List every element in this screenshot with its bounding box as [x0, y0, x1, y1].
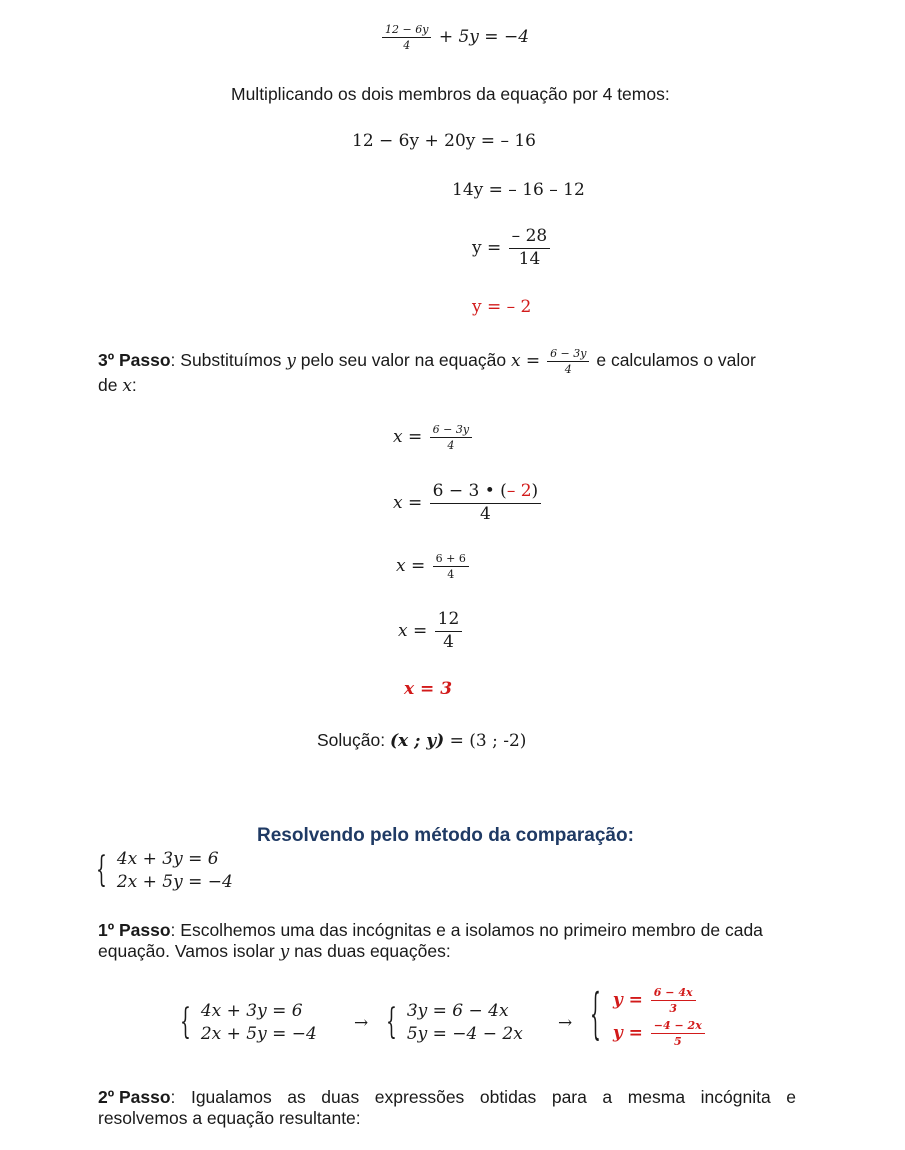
- arrow-icon: →: [558, 1013, 573, 1033]
- step-3-paragraph: 3º Passo: Substituímos y pelo seu valor na equação x = $\frac{6 - 3y}{4}$ e calculamos o valor de x:: [98, 347, 756, 397]
- equation-step-3: y = $\frac{- 28}{14}$: [472, 228, 552, 269]
- fraction: $\frac{12 - 6y}{4}$: [382, 24, 431, 51]
- fraction: $\frac{6 - 3 • (- 2)}{4}$: [430, 483, 542, 524]
- section-heading: Resolvendo pelo método da comparação:: [257, 825, 634, 846]
- left-brace-icon: {: [590, 983, 601, 1048]
- x-step-1: x = $\frac{6 - 3y}{4}$: [393, 424, 474, 451]
- original-system: { 4x + 3y = 6 2x + 5y = −4: [96, 848, 233, 892]
- result-y: y = – 2: [472, 297, 532, 317]
- result-x: x = 3: [404, 679, 453, 699]
- system-A: { 4x + 3y = 6 2x + 5y = −4: [180, 1000, 317, 1044]
- fraction: $\frac{-4 - 2x}{5}$: [651, 1020, 705, 1047]
- step-1-paragraph: 1º Passo: Escolhemos uma das incógnitas e a isolamos no primeiro membro de cada equação. Vamos isolar y nas duas equações:: [98, 920, 763, 962]
- equation-step-1: 12 − 6y + 20y = – 16: [352, 131, 536, 151]
- fraction: $\frac{12}{4}$: [435, 611, 463, 652]
- fraction: $\frac{6 - 3y}{4}$: [547, 348, 589, 375]
- sys-c-line-2: y = $\frac{-4 - 2x}{5}$: [613, 1020, 707, 1047]
- step-2-paragraph: 2º Passo : Igualamos as duas expressões obtidas para a mesma incógnita e resolvemos a equação resultante:: [98, 1087, 796, 1128]
- equation-rest: + 5y = −4: [438, 27, 530, 48]
- arrow-icon: →: [354, 1013, 369, 1033]
- fraction: $\frac{6 + 6}{4}$: [433, 553, 469, 580]
- x-step-3: x = $\frac{6 + 6}{4}$: [396, 553, 471, 580]
- system-B: { 3y = 6 − 4x 5y = −4 − 2x: [386, 1000, 523, 1044]
- equation-substituted: [380, 24, 529, 51]
- equation-step-2: 14y = – 16 – 12: [452, 180, 585, 200]
- solution-line: Solução: (x ; y) = (3 ; -2): [317, 730, 527, 751]
- fraction: $\frac{6 - 4x}{3}$: [651, 987, 696, 1014]
- system-C: [590, 983, 707, 1048]
- sys-c-line-1: y = $\frac{6 - 4x}{3}$: [613, 987, 707, 1014]
- fraction: $\frac{- 28}{14}$: [509, 228, 551, 269]
- left-brace-icon: {: [180, 1000, 191, 1043]
- x-step-2: x = $\frac{6 - 3 • (- 2)}{4}$: [393, 483, 543, 524]
- x-step-4: x = $\frac{12}{4}$: [398, 611, 464, 652]
- instruction-multiply: Multiplicando os dois membros da equação por 4 temos:: [231, 84, 670, 104]
- left-brace-icon: {: [96, 848, 107, 891]
- left-brace-icon: {: [386, 1000, 397, 1043]
- fraction: $\frac{6 - 3y}{4}$: [430, 424, 472, 451]
